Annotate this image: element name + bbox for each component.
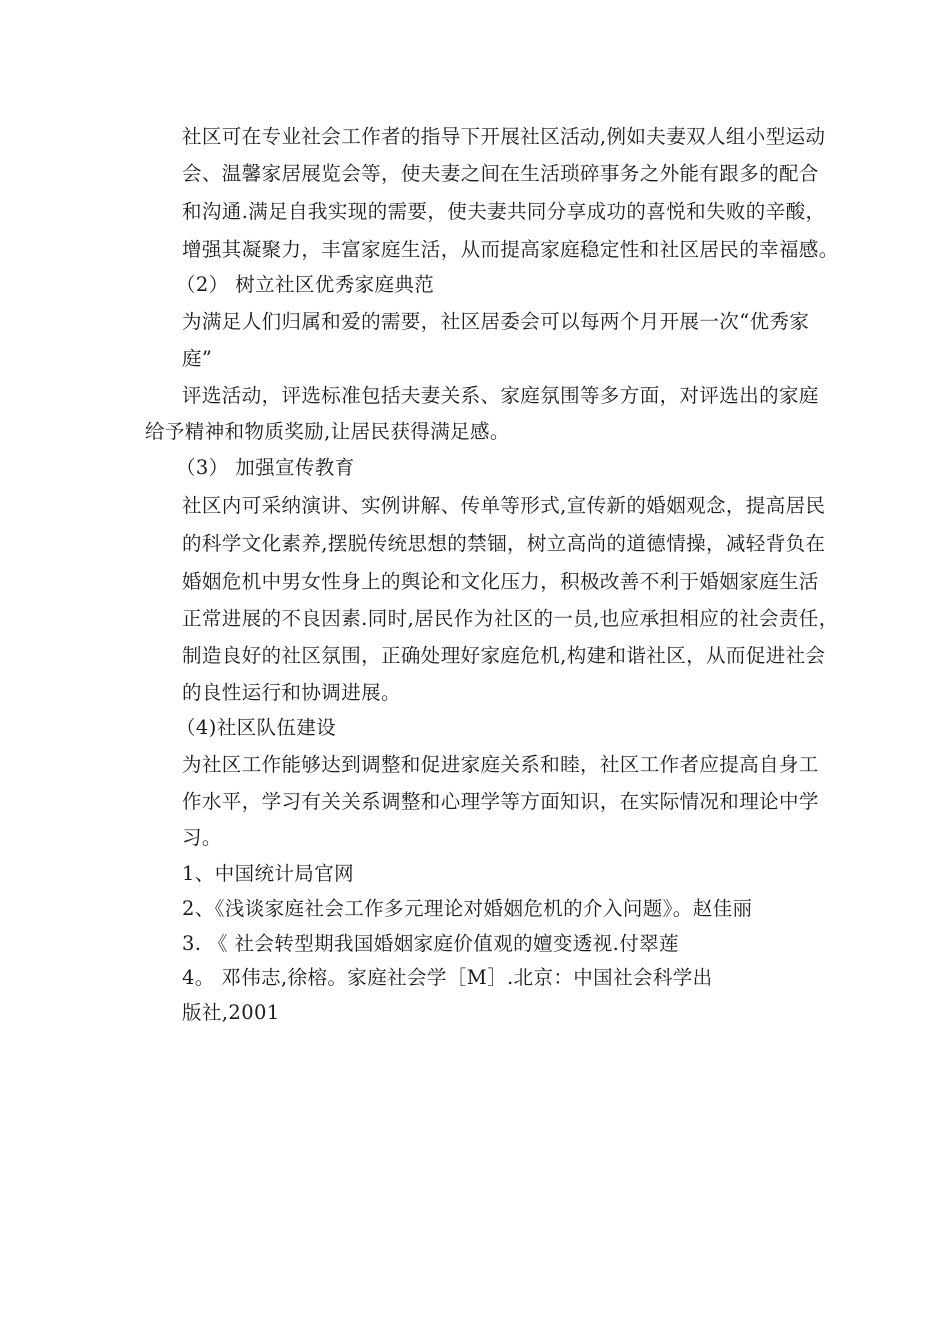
paragraph-line: 和沟通.满足自我实现的需要，使夫妻共同分享成功的喜悦和失败的辛酸， bbox=[182, 200, 826, 223]
paragraph-line: 为满足人们归属和爱的需要，社区居委会可以每两个月开展一次“优秀家 bbox=[182, 310, 810, 333]
paragraph-line: 为社区工作能够达到调整和促进家庭关系和睦，社区工作者应提高自身工 bbox=[182, 753, 819, 776]
section-heading: （2） 树立社区优秀家庭典范 bbox=[176, 273, 435, 296]
paragraph-line: 的科学文化素养,摆脱传统思想的禁锢，树立高尚的道德情操，减轻背负在 bbox=[182, 532, 826, 555]
paragraph-line: 正常进展的不良因素.同时,居民作为社区的一员,也应承担相应的社会责任， bbox=[182, 607, 839, 630]
reference-item: 3. 《 社会转型期我国婚姻家庭价值观的嬗变透视.付翠莲 bbox=[182, 932, 679, 955]
paragraph-line: 增强其凝聚力，丰富家庭生活，从而提高家庭稳定性和社区居民的幸福感。 bbox=[182, 238, 839, 261]
reference-item: 版社,2001 bbox=[182, 1001, 280, 1024]
paragraph-line: 社区可在专业社会工作者的指导下开展社区活动,例如夫妻双人组小型运动 bbox=[182, 125, 826, 148]
paragraph-line: 制造良好的社区氛围，正确处理好家庭危机,构建和谐社区，从而促进社会 bbox=[182, 644, 826, 667]
section-heading: （4)社区队伍建设 bbox=[176, 716, 337, 739]
paragraph-line: 婚姻危机中男女性身上的舆论和文化压力，积极改善不利于婚姻家庭生活 bbox=[182, 570, 819, 593]
paragraph-line: 社区内可采纳演讲、实例讲解、传单等形式,宣传新的婚姻观念，提高居民 bbox=[182, 494, 826, 517]
paragraph-line: 庭” bbox=[182, 347, 213, 370]
paragraph-line: 评选活动，评选标准包括夫妻关系、家庭氛围等多方面，对评选出的家庭 bbox=[182, 384, 819, 407]
paragraph-line: 会、温馨家居展览会等，使夫妻之间在生活琐碎事务之外能有跟多的配合 bbox=[182, 162, 819, 185]
paragraph-line: 作水平，学习有关关系调整和心理学等方面知识，在实际情况和理论中学 bbox=[182, 790, 819, 813]
paragraph-line: 的良性运行和协调进展。 bbox=[182, 681, 401, 704]
paragraph-line: 习。 bbox=[182, 826, 222, 849]
reference-item: 4。 邓伟志,徐榕。家庭社会学［M］.北京：中国社会科学出 bbox=[182, 966, 713, 989]
reference-item: 2、《浅谈家庭社会工作多元理论对婚姻危机的介入问题》。赵佳丽 bbox=[182, 897, 753, 920]
section-heading: （3） 加强宣传教育 bbox=[176, 456, 355, 479]
reference-item: 1、中国统计局官网 bbox=[182, 862, 355, 885]
paragraph-line: 给予精神和物质奖励,让居民获得满足感。 bbox=[145, 420, 510, 443]
